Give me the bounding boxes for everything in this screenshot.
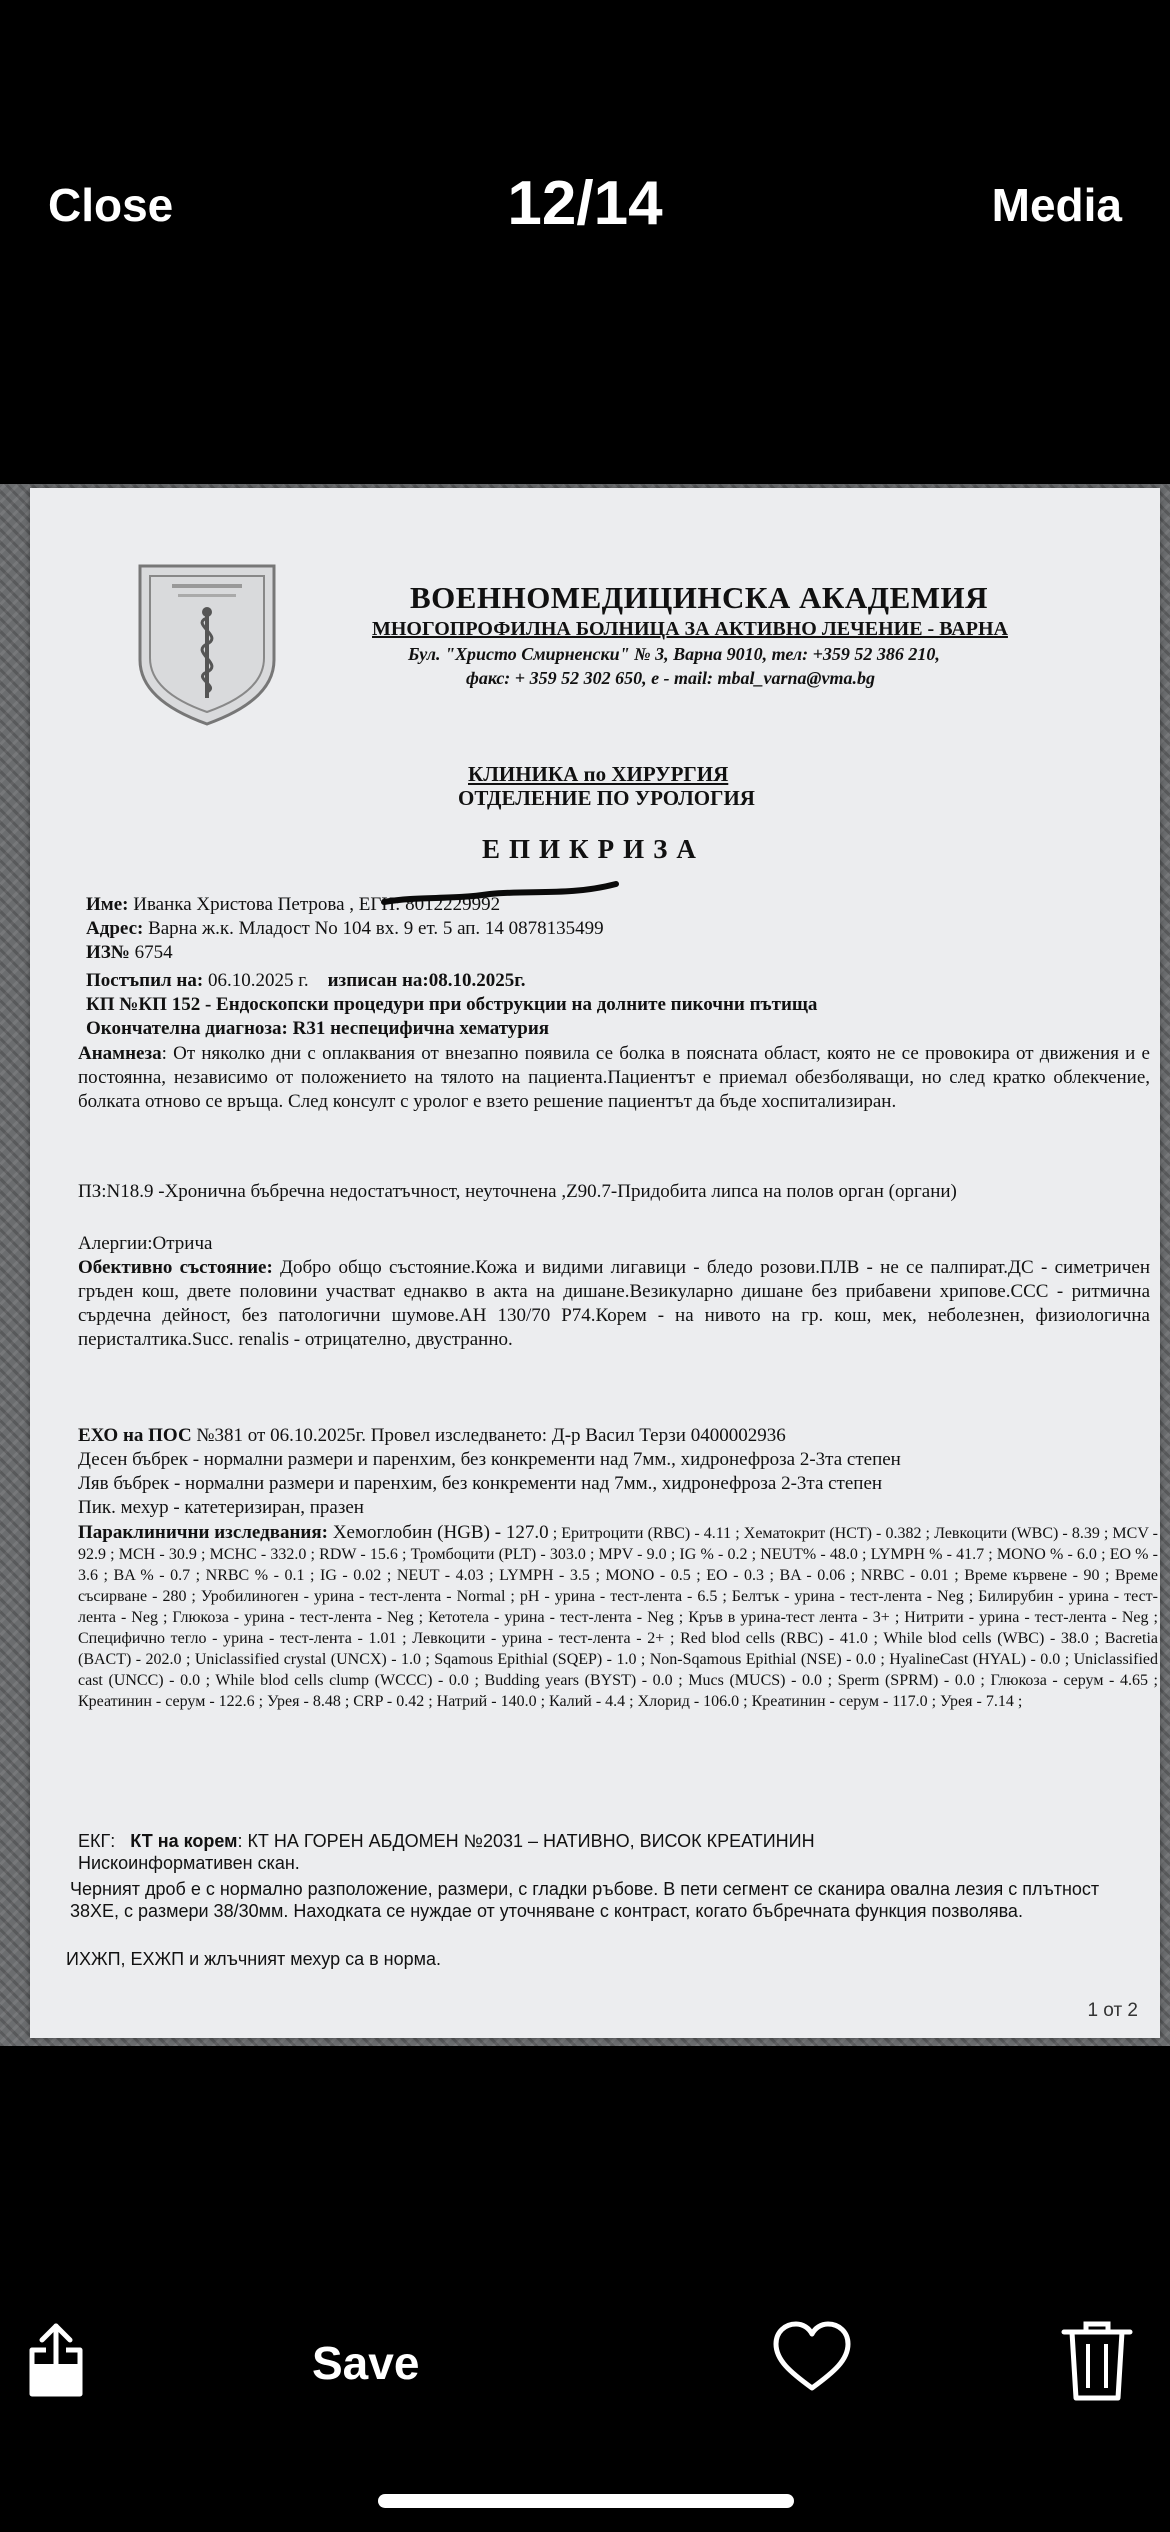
- objective-status: Обективно състояние: Добро общо състояние.Кожа и видими лигавици - бледо розови.ПЛВ - не се палпират.ДС - симетричен гръден кош, двете половини участват еднакво в акта на дишане.Везикуларно дишане без прибавени хрипове.ССС - ритмична сърдечна дейност, без патологични шумове.АН 130/70 Р74.Корем - на нивото на гр. кош, мек, неболезнен, физиологична перисталтика.Succ. renalis - отрицателно, двустранно.: [78, 1257, 1150, 1350]
- document-page: [30, 488, 1160, 2038]
- image-counter: 12/14: [507, 169, 663, 238]
- home-indicator[interactable]: [378, 2494, 794, 2508]
- save-button[interactable]: Save: [312, 2337, 420, 2389]
- header-address: Бул. "Христо Смирненски" № 3, Варна 9010, тел: +359 52 386 210,: [408, 644, 940, 664]
- header-contacts: факс: + 359 52 302 650, e - mail: mbal_varna@vma.bg: [466, 668, 876, 688]
- page-number: 1 от 2: [1087, 2000, 1138, 2021]
- bottom-bar: [0, 2046, 1170, 2532]
- document-title: ЕПИКРИЗА: [482, 834, 705, 864]
- lab-results: Параклинични изследвания: Хемоглобин (HGB) - 127.0 ; Еритроцити (RBC) - 4.11 ; Хематокрит (HCT) - 0.382 ; Левкоцити (WBC) - 8.39 ; MCV - 92.9 ; MCH - 30.9 ; MCHC - 332.0 ; RDW - 15.6 ; Тромбоцити (PLT) - 303.0 ; MPV - 9.0 ; IG % - 0.2 ; NEUT% - 48.0 ; LYMPH % - 41.7 ; MONO % - 6.0 ; EO % - 3.6 ; BA % - 0.7 ; NRBC % - 0.1 ; IG - 0.02 ; NEUT - 4.03 ; LYMPH - 3.5 ; MONO - 0.5 ; EO - 0.3 ; BA - 0.06 ; NRBC - 0.01 ; Време кървене - 90 ; Време съсирване - 280 ; Уробилиноген - урина - тест-лента - Normal ; pH - урина - тест-лента - 6.5 ; Белтък - урина - тест-лента - Neg ; Билирубин - урина - тест-лента - Neg ; Глюкоза - урина - тест-лента - Neg ; Кетотела - урина - тест-лента - Neg ; Кръв в урина-тест лента - 3+ ; Нитрити - урина - тест-лента - Neg ; Специфично тегло - урина - тест-лента - 1.01 ; Левкоцити - урина - тест-лента - 2+ ; Red blod cells (RBC) - 41.0 ; While blod cells (WBC) - 38.0 ; Bacretia (BACT) - 202.0 ; Uniclassified crystal (UNCX) - 1.0 ; Sqamous Epithial (SQEP) - 1.0 ; Non-Sqamous Epithial (NSE) - 0.0 ; HyalineCast (HYAL) - 0.0 ; Uniclassified cast (UNCC) - 0.0 ; While blod cells clump (WCCC) - 0.0 ; Budding years (BYST) - 0.0 ; Mucs (MUCS) - 0.0 ; Sperm (SPRM) - 0.0 ; Глюкоза - серум - 4.65 ; Креатинин - серум - 122.6 ; Урея - 8.48 ; CRP - 0.42 ; Натрий - 140.0 ; Калий - 4.4 ; Хлорид - 106.0 ; Креатинин - серум - 117.0 ; Урея - 7.14 ;: [78, 1522, 1159, 1710]
- ultrasound-right-kidney: Десен бъбрек - нормални размери и паренхим, без конкременти над 7мм., хидронефроза 2-3та степен: [78, 1449, 901, 1470]
- clinical-pathway: КП №КП 152 - Ендоскопски процедури при обструкции на долните пикочни пътища: [86, 994, 818, 1015]
- patient-name: Име: Иванка Христова Петрова , ЕГН: 8012229992: [86, 894, 501, 915]
- close-button[interactable]: Close: [48, 179, 174, 231]
- ct-biliary-finding: ИХЖП, ЕХЖП и жлъчният мехур са в норма.: [66, 1949, 442, 1969]
- admission-dates: Постъпил на: 06.10.2025 г. изписан на:08.10.2025г.: [86, 970, 526, 991]
- top-bar: [0, 0, 1170, 480]
- clinic-name: КЛИНИКА по ХИРУРГИЯ: [468, 762, 729, 786]
- department-name: ОТДЕЛЕНИЕ ПО УРОЛОГИЯ: [458, 786, 755, 810]
- ultrasound-header: ЕХО на ПОС №381 от 06.10.2025г. Провел изследването: Д-р Васил Терзи 0400002936: [78, 1425, 786, 1446]
- ct-liver-finding: Черният дроб е с нормално разположение, размери, с гладки ръбове. В пети сегмент се сканира овална лезия с плътност 38ХЕ, с размери 38/30мм. Находката се нуждае от уточняване с контраст, когато бъбречната функция позволява.: [70, 1879, 1100, 1921]
- anamnesis: Анамнеза: От няколко дни с оплаквания от внезапно появила се болка в поясната област, която не се провокира от движения и е постоянна, независимо от положението на тялото на пациента.Пациентът е приемал обезболяващи, но след кратко облекчение, болката отново се връща. След консулт с уролог е взето решение пациентът да бъде хоспитализиран.: [78, 1043, 1150, 1112]
- history-number: ИЗ№ 6754: [86, 942, 173, 963]
- heart-icon[interactable]: [772, 2320, 852, 2394]
- header-hospital: МНОГОПРОФИЛНА БОЛНИЦА ЗА АКТИВНО ЛЕЧЕНИЕ - ВАРНА: [372, 618, 1008, 640]
- share-icon[interactable]: [24, 2320, 88, 2400]
- ekg-ct-header: ЕКГ: КТ на корем: КТ НА ГОРЕН АБДОМЕН №2031 – НАТИВНО, ВИСОК КРЕАТИНИН: [78, 1831, 815, 1851]
- final-diagnosis: Окончателна диагноза: R31 неспецифична хематурия: [86, 1018, 550, 1039]
- ultrasound-left-kidney: Ляв бъбрек - нормални размери и паренхим, без конкременти над 7мм., хидронефроза 2-3та степен: [78, 1473, 883, 1494]
- accompanying-diseases: ПЗ:N18.9 -Хронична бъбречна недостатъчност, неуточнена ,Z90.7-Придобита липса на полов орган (органи): [78, 1181, 957, 1202]
- document-photo: [0, 484, 1170, 2046]
- academy-logo-icon: [132, 560, 282, 730]
- patient-address: Адрес: Варна ж.к. Младост No 104 вх. 9 ет. 5 ап. 14 0878135499: [86, 918, 604, 939]
- redaction-scribble: [380, 880, 620, 910]
- media-button[interactable]: Media: [991, 179, 1122, 231]
- ultrasound-bladder: Пик. мехур - катетеризиран, празен: [78, 1497, 364, 1518]
- trash-icon[interactable]: [1060, 2318, 1134, 2402]
- header-academy: ВОЕННОМЕДИЦИНСКА АКАДЕМИЯ: [410, 580, 989, 615]
- ct-low-info: Нискоинформативен скан.: [78, 1853, 300, 1873]
- allergies: Алергии:Отрича: [78, 1233, 213, 1254]
